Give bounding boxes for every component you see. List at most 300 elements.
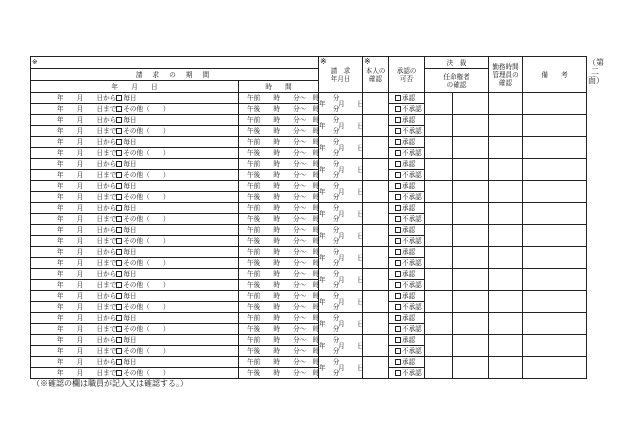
date-from-text: 年 月 日から: [57, 248, 117, 256]
remarks-cell[interactable]: [523, 335, 587, 357]
worktime-label-2: 管理員の: [492, 70, 519, 79]
request-row: [31, 269, 587, 280]
every-day-checkbox[interactable]: [116, 293, 122, 299]
decision-check-cell[interactable]: [425, 247, 453, 269]
time-am-cell[interactable]: [239, 313, 340, 324]
self-check-label-2: 確認: [368, 75, 383, 83]
time-pm-text: 午後 時 分～ 時 分: [247, 303, 340, 311]
other-checkbox[interactable]: [116, 238, 122, 244]
worktime-header: [489, 57, 523, 93]
approve-option[interactable]: [389, 225, 425, 236]
approve-option[interactable]: [389, 335, 425, 346]
reject-option[interactable]: [389, 126, 425, 137]
remarks-cell[interactable]: [523, 181, 587, 203]
decision-check-cell-2[interactable]: [453, 137, 489, 159]
reject-label: 不承認: [402, 237, 422, 245]
approve-checkbox[interactable]: [395, 249, 401, 255]
reject-option[interactable]: [389, 104, 425, 115]
period-date-to[interactable]: [31, 368, 239, 379]
reject-checkbox[interactable]: [395, 106, 401, 112]
reject-checkbox[interactable]: [395, 238, 401, 244]
decision-check-cell-2[interactable]: [453, 313, 489, 335]
decision-header: 決 裁: [425, 57, 489, 69]
reject-checkbox[interactable]: [395, 128, 401, 134]
request-row: [31, 247, 587, 258]
reject-label: 不承認: [402, 193, 422, 201]
period-date-from[interactable]: [31, 93, 239, 104]
request-date-header: [319, 57, 363, 93]
every-day-checkbox[interactable]: [116, 205, 122, 211]
approve-option[interactable]: [389, 247, 425, 258]
remarks-cell[interactable]: [523, 291, 587, 313]
period-date-from[interactable]: [31, 247, 239, 258]
approve-option[interactable]: [389, 357, 425, 368]
period-date-from[interactable]: [31, 225, 239, 236]
period-date-from[interactable]: [31, 203, 239, 214]
time-am-text: 午前 時 分～ 時 分: [247, 270, 340, 278]
approve-option[interactable]: [389, 181, 425, 192]
approve-option[interactable]: [389, 115, 425, 126]
approve-checkbox[interactable]: [395, 117, 401, 123]
decision-check-cell[interactable]: [425, 203, 453, 225]
period-date-to[interactable]: [31, 302, 239, 313]
reject-checkbox[interactable]: [395, 216, 401, 222]
date-from-text: 年 月 日から: [57, 182, 117, 190]
period-date-to[interactable]: [31, 258, 239, 269]
approve-checkbox[interactable]: [395, 271, 401, 277]
time-pm-cell[interactable]: [239, 192, 340, 203]
approve-label: 承認: [402, 336, 416, 344]
time-pm-cell[interactable]: [239, 126, 340, 137]
time-am-text: 午前 時 分～ 時 分: [247, 292, 340, 300]
worktime-check-cell[interactable]: [489, 247, 523, 269]
time-am-cell[interactable]: [239, 203, 340, 214]
other-checkbox[interactable]: [116, 326, 122, 332]
approve-checkbox[interactable]: [395, 359, 401, 365]
approve-option[interactable]: [389, 159, 425, 170]
period-date-to[interactable]: [31, 236, 239, 247]
date-from-text: 年 月 日から: [57, 314, 117, 322]
time-am-cell[interactable]: [239, 269, 340, 280]
period-date-from[interactable]: [31, 181, 239, 192]
period-date-from[interactable]: [31, 115, 239, 126]
date-from-text: 年 月 日から: [57, 226, 117, 234]
decision-check-cell-2[interactable]: [453, 181, 489, 203]
date-to-text: 年 月 日まで: [57, 325, 117, 333]
other-label: その他（ ）: [123, 281, 170, 289]
reject-label: 不承認: [402, 127, 422, 135]
decision-check-cell-2[interactable]: [453, 335, 489, 357]
every-day-label: 毎日: [123, 292, 137, 300]
other-checkbox[interactable]: [116, 370, 122, 376]
period-date-from[interactable]: [31, 269, 239, 280]
remarks-cell[interactable]: [523, 269, 587, 291]
period-title: 請 求 の 期 間: [31, 69, 319, 81]
decision-check-cell[interactable]: [425, 115, 453, 137]
date-to-text: 年 月 日まで: [57, 127, 117, 135]
reject-option[interactable]: [389, 148, 425, 159]
request-date-title: 請 求: [330, 67, 351, 75]
time-pm-cell[interactable]: [239, 368, 340, 379]
worktime-label-1: 勤務時間: [492, 62, 519, 71]
remarks-cell[interactable]: [523, 115, 587, 137]
time-am-cell[interactable]: [239, 291, 340, 302]
date-to-text: 年 月 日まで: [57, 237, 117, 245]
reject-label: 不承認: [402, 259, 422, 267]
self-check-header: [363, 57, 389, 93]
reject-checkbox[interactable]: [395, 348, 401, 354]
period-date-to[interactable]: [31, 170, 239, 181]
period-date-to[interactable]: [31, 280, 239, 291]
date-from-text: 年 月 日から: [57, 358, 117, 366]
reject-checkbox[interactable]: [395, 194, 401, 200]
time-pm-text: 午後 時 分～ 時 分: [247, 171, 340, 179]
approve-label: 承認: [402, 314, 416, 322]
decision-check-cell-2[interactable]: [453, 93, 489, 115]
remarks-cell[interactable]: [523, 203, 587, 225]
decision-check-cell[interactable]: [425, 159, 453, 181]
reject-label: 不承認: [402, 281, 422, 289]
every-day-checkbox[interactable]: [116, 359, 122, 365]
period-date-to[interactable]: [31, 192, 239, 203]
approval-label-1: 承認の: [396, 66, 417, 75]
worktime-label-3: 確認: [498, 78, 513, 87]
decision-check-cell[interactable]: [425, 357, 453, 379]
request-row: [31, 313, 587, 324]
time-pm-cell[interactable]: [239, 324, 340, 335]
reject-option[interactable]: [389, 280, 425, 291]
approve-option[interactable]: [389, 203, 425, 214]
worktime-check-cell[interactable]: [489, 269, 523, 291]
decision-check-cell[interactable]: [425, 93, 453, 115]
time-pm-text: 午後 時 分～ 時 分: [247, 369, 340, 377]
decision-check-cell[interactable]: [425, 225, 453, 247]
reject-checkbox[interactable]: [395, 172, 401, 178]
approval-header: [389, 57, 425, 93]
time-pm-text: 午後 時 分～ 時 分: [247, 281, 340, 289]
time-am-cell[interactable]: [239, 181, 340, 192]
time-am-cell[interactable]: [239, 159, 340, 170]
time-am-cell[interactable]: [239, 357, 340, 368]
remarks-cell[interactable]: [523, 159, 587, 181]
reject-checkbox[interactable]: [395, 260, 401, 266]
decision-check-cell-2[interactable]: [453, 357, 489, 379]
request-date-text: 年 月 日: [319, 143, 367, 152]
decision-check-cell[interactable]: [425, 137, 453, 159]
other-checkbox[interactable]: [116, 348, 122, 354]
decision-check-cell-2[interactable]: [453, 159, 489, 181]
mark-self: ※: [364, 57, 371, 66]
time-am-cell[interactable]: [239, 93, 340, 104]
decision-check-cell-2[interactable]: [453, 247, 489, 269]
request-row: [31, 357, 587, 368]
worktime-check-cell[interactable]: [489, 115, 523, 137]
every-day-checkbox[interactable]: [116, 249, 122, 255]
remarks-cell[interactable]: [523, 357, 587, 379]
request-row: [31, 203, 587, 214]
approve-checkbox[interactable]: [395, 205, 401, 211]
period-date-to[interactable]: [31, 324, 239, 335]
approval-label-2: 可否: [399, 74, 414, 83]
reject-option[interactable]: [389, 324, 425, 335]
remarks-cell[interactable]: [523, 225, 587, 247]
reject-label: 不承認: [402, 347, 422, 355]
approve-checkbox[interactable]: [395, 95, 401, 101]
request-row: [31, 137, 587, 148]
time-pm-cell[interactable]: [239, 170, 340, 181]
approve-checkbox[interactable]: [395, 183, 401, 189]
other-label: その他（ ）: [123, 215, 170, 223]
time-pm-cell[interactable]: [239, 104, 340, 115]
request-row: [31, 93, 587, 104]
approve-checkbox[interactable]: [395, 139, 401, 145]
every-day-checkbox[interactable]: [116, 315, 122, 321]
decision-sub-2: の確認: [446, 80, 467, 89]
reject-label: 不承認: [402, 369, 422, 377]
approve-label: 承認: [402, 292, 416, 300]
other-checkbox[interactable]: [116, 106, 122, 112]
decision-check-cell[interactable]: [425, 335, 453, 357]
period-date-from[interactable]: [31, 137, 239, 148]
every-day-label: 毎日: [123, 248, 137, 256]
time-pm-text: 午後 時 分～ 時 分: [247, 237, 340, 245]
request-date-text: 年 月 日: [319, 209, 367, 218]
approve-checkbox[interactable]: [395, 337, 401, 343]
footer-note: （※確認の欄は職員が記入又は確認する。）: [32, 379, 188, 388]
every-day-label: 毎日: [123, 226, 137, 234]
time-am-text: 午前 時 分～ 時 分: [247, 138, 340, 146]
other-checkbox[interactable]: [116, 172, 122, 178]
decision-check-cell[interactable]: [425, 181, 453, 203]
reject-label: 不承認: [402, 171, 422, 179]
period-date-from[interactable]: [31, 291, 239, 302]
page-mark: （第二面）: [588, 58, 604, 85]
other-checkbox[interactable]: [116, 194, 122, 200]
approve-checkbox[interactable]: [395, 293, 401, 299]
period-date-from[interactable]: [31, 313, 239, 324]
date-to-text: 年 月 日まで: [57, 281, 117, 289]
request-table: [30, 56, 587, 379]
date-to-text: 年 月 日まで: [57, 369, 117, 377]
period-date-to[interactable]: [31, 104, 239, 115]
other-label: その他（ ）: [123, 347, 170, 355]
reject-checkbox[interactable]: [395, 304, 401, 310]
every-day-checkbox[interactable]: [116, 117, 122, 123]
request-date-text: 年 月 日: [319, 187, 367, 196]
reject-checkbox[interactable]: [395, 282, 401, 288]
time-pm-text: 午後 時 分～ 時 分: [247, 127, 340, 135]
request-row: [31, 181, 587, 192]
period-date-from[interactable]: [31, 159, 239, 170]
self-check-label-1: 本人の: [365, 67, 386, 75]
time-am-text: 午前 時 分～ 時 分: [247, 116, 340, 124]
other-checkbox[interactable]: [116, 128, 122, 134]
mark-left: ※: [31, 57, 319, 69]
every-day-label: 毎日: [123, 138, 137, 146]
time-am-cell[interactable]: [239, 137, 340, 148]
remarks-cell[interactable]: [523, 93, 587, 115]
decision-check-cell-2[interactable]: [453, 225, 489, 247]
approve-label: 承認: [402, 182, 416, 190]
reject-option[interactable]: [389, 258, 425, 269]
time-column-header: 時 間: [239, 81, 319, 93]
every-day-label: 毎日: [123, 314, 137, 322]
every-day-checkbox[interactable]: [116, 227, 122, 233]
remarks-cell[interactable]: [523, 247, 587, 269]
period-date-to[interactable]: [31, 126, 239, 137]
every-day-label: 毎日: [123, 116, 137, 124]
reject-option[interactable]: [389, 192, 425, 203]
other-label: その他（ ）: [123, 193, 170, 201]
decision-check-cell-2[interactable]: [453, 115, 489, 137]
reject-option[interactable]: [389, 346, 425, 357]
time-pm-cell[interactable]: [239, 148, 340, 159]
time-pm-cell[interactable]: [239, 236, 340, 247]
time-pm-cell[interactable]: [239, 214, 340, 225]
date-to-text: 年 月 日まで: [57, 171, 117, 179]
time-am-cell[interactable]: [239, 335, 340, 346]
request-date-text: 年 月 日: [319, 341, 367, 350]
other-checkbox[interactable]: [116, 282, 122, 288]
every-day-label: 毎日: [123, 336, 137, 344]
request-row: [31, 225, 587, 236]
remarks-cell[interactable]: [523, 313, 587, 335]
reject-checkbox[interactable]: [395, 150, 401, 156]
date-from-text: 年 月 日から: [57, 336, 117, 344]
date-to-text: 年 月 日まで: [57, 347, 117, 355]
reject-option[interactable]: [389, 214, 425, 225]
reject-label: 不承認: [402, 215, 422, 223]
time-pm-cell[interactable]: [239, 258, 340, 269]
decision-check-cell[interactable]: [425, 269, 453, 291]
date-column-header: 年 月 日: [31, 81, 239, 93]
time-am-cell[interactable]: [239, 225, 340, 236]
time-am-text: 午前 時 分～ 時 分: [247, 336, 340, 344]
approve-option[interactable]: [389, 137, 425, 148]
period-date-to[interactable]: [31, 214, 239, 225]
date-from-text: 年 月 日から: [57, 116, 117, 124]
decision-sub-header: [425, 69, 489, 93]
worktime-check-cell[interactable]: [489, 181, 523, 203]
other-label: その他（ ）: [123, 237, 170, 245]
reject-option[interactable]: [389, 368, 425, 379]
decision-check-cell[interactable]: [425, 313, 453, 335]
other-checkbox[interactable]: [116, 260, 122, 266]
every-day-label: 毎日: [123, 358, 137, 366]
time-pm-cell[interactable]: [239, 302, 340, 313]
decision-check-cell-2[interactable]: [453, 269, 489, 291]
approve-label: 承認: [402, 358, 416, 366]
worktime-check-cell[interactable]: [489, 137, 523, 159]
date-to-text: 年 月 日まで: [57, 149, 117, 157]
worktime-check-cell[interactable]: [489, 357, 523, 379]
every-day-checkbox[interactable]: [116, 271, 122, 277]
worktime-check-cell[interactable]: [489, 159, 523, 181]
approve-checkbox[interactable]: [395, 315, 401, 321]
worktime-check-cell[interactable]: [489, 225, 523, 247]
approve-option[interactable]: [389, 93, 425, 104]
worktime-check-cell[interactable]: [489, 335, 523, 357]
every-day-checkbox[interactable]: [116, 161, 122, 167]
decision-check-cell-2[interactable]: [453, 203, 489, 225]
every-day-checkbox[interactable]: [116, 139, 122, 145]
time-am-text: 午前 時 分～ 時 分: [247, 226, 340, 234]
reject-label: 不承認: [402, 105, 422, 113]
request-date-text: 年 月 日: [319, 231, 367, 240]
period-date-from[interactable]: [31, 357, 239, 368]
worktime-check-cell[interactable]: [489, 291, 523, 313]
time-am-text: 午前 時 分～ 時 分: [247, 94, 340, 102]
worktime-check-cell[interactable]: [489, 93, 523, 115]
worktime-check-cell[interactable]: [489, 313, 523, 335]
every-day-label: 毎日: [123, 270, 137, 278]
request-date-text: 年 月 日: [319, 121, 367, 130]
reject-label: 不承認: [402, 325, 422, 333]
reject-checkbox[interactable]: [395, 370, 401, 376]
request-date-sub: 年月日: [330, 75, 351, 83]
time-am-text: 午前 時 分～ 時 分: [247, 358, 340, 366]
time-pm-cell[interactable]: [239, 346, 340, 357]
other-checkbox[interactable]: [116, 304, 122, 310]
approve-label: 承認: [402, 248, 416, 256]
approve-checkbox[interactable]: [395, 227, 401, 233]
other-label: その他（ ）: [123, 127, 170, 135]
request-date-text: 年 月 日: [319, 165, 367, 174]
approve-option[interactable]: [389, 313, 425, 324]
reject-label: 不承認: [402, 303, 422, 311]
date-from-text: 年 月 日から: [57, 94, 117, 102]
approve-label: 承認: [402, 270, 416, 278]
reject-option[interactable]: [389, 170, 425, 181]
time-pm-cell[interactable]: [239, 280, 340, 291]
date-to-text: 年 月 日まで: [57, 215, 117, 223]
every-day-checkbox[interactable]: [116, 337, 122, 343]
period-date-to[interactable]: [31, 346, 239, 357]
approve-checkbox[interactable]: [395, 161, 401, 167]
reject-checkbox[interactable]: [395, 326, 401, 332]
other-label: その他（ ）: [123, 149, 170, 157]
time-am-cell[interactable]: [239, 247, 340, 258]
period-date-from[interactable]: [31, 335, 239, 346]
other-checkbox[interactable]: [116, 216, 122, 222]
remarks-header: 備 考: [523, 57, 587, 93]
remarks-cell[interactable]: [523, 137, 587, 159]
time-pm-text: 午後 時 分～ 時 分: [247, 105, 340, 113]
every-day-label: 毎日: [123, 94, 137, 102]
decision-check-cell[interactable]: [425, 291, 453, 313]
time-pm-text: 午後 時 分～ 時 分: [247, 193, 340, 201]
date-to-text: 年 月 日まで: [57, 259, 117, 267]
other-checkbox[interactable]: [116, 150, 122, 156]
time-pm-text: 午後 時 分～ 時 分: [247, 215, 340, 223]
request-row: [31, 291, 587, 302]
reject-option[interactable]: [389, 236, 425, 247]
approve-option[interactable]: [389, 291, 425, 302]
decision-check-cell-2[interactable]: [453, 291, 489, 313]
other-label: その他（ ）: [123, 171, 170, 179]
time-am-text: 午前 時 分～ 時 分: [247, 248, 340, 256]
approve-label: 承認: [402, 160, 416, 168]
other-label: その他（ ）: [123, 325, 170, 333]
every-day-checkbox[interactable]: [116, 183, 122, 189]
approve-option[interactable]: [389, 269, 425, 280]
every-day-checkbox[interactable]: [116, 95, 122, 101]
reject-option[interactable]: [389, 302, 425, 313]
reject-label: 不承認: [402, 149, 422, 157]
period-date-to[interactable]: [31, 148, 239, 159]
worktime-check-cell[interactable]: [489, 203, 523, 225]
time-am-cell[interactable]: [239, 115, 340, 126]
